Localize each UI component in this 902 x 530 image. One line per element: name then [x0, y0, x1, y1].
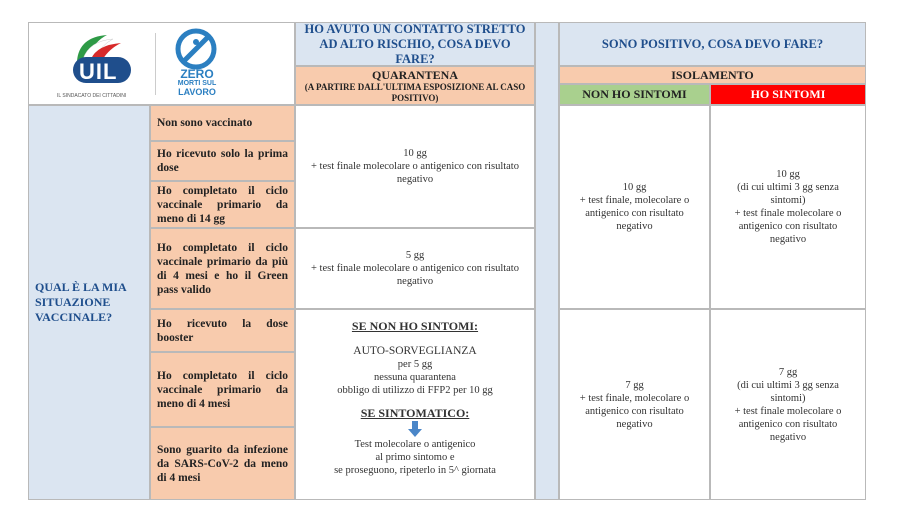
isolation-title: ISOLAMENTO [671, 67, 754, 82]
no-symptoms-title: SE NON HO SINTOMI: [351, 319, 479, 333]
row-label-primary-under-4m [150, 352, 295, 427]
quarantine-group-2 [295, 228, 535, 309]
quarantine-title: QUARANTENA [371, 67, 458, 82]
isolation-upper-symptoms-test: + test finale molecolare o antigenico con risultato negativo [734, 208, 842, 245]
symptomatic-title: SE SINTOMATICO: [360, 406, 470, 420]
row-label-booster [150, 309, 295, 352]
isolation-lower-symptoms [710, 309, 866, 500]
contact-question-header [295, 22, 535, 66]
quarantine-group-2-test: + test finale molecolare o antigenico con risultato negativo [311, 263, 519, 287]
row-label-not-vaccinated [150, 105, 295, 141]
isolation-upper-no-symptoms-days: 10 gg [622, 182, 647, 193]
isolation-header [559, 66, 866, 84]
quarantine-group-1-test: + test finale molecolare o antigenico con risultato negativo [311, 161, 519, 185]
self-monitoring-days: per 5 gg [397, 359, 433, 370]
row-label-text: Ho ricevuto solo la prima dose [157, 148, 288, 174]
quarantine-subtitle: (A PARTIRE DALL'ULTIMA ESPOSIZIONE AL CASO POSITIVO) [304, 81, 526, 103]
row-label-primary-over-4m [150, 228, 295, 309]
quarantine-group-3 [295, 309, 535, 500]
down-arrow-icon [296, 421, 534, 437]
isolation-upper-symptoms-days: 10 gg [776, 169, 800, 180]
logo-cell [28, 22, 295, 105]
row-label-first-dose [150, 141, 295, 181]
isolation-upper-no-symptoms [559, 105, 710, 309]
quarantine-group-2-days: 5 gg [405, 250, 425, 261]
quarantine-group-1 [295, 105, 535, 228]
isolation-upper-no-symptoms-test: + test finale, molecolare o antigenico con risultato negativo [579, 195, 690, 232]
vaccination-status-label-cell [28, 105, 150, 500]
self-monitoring: AUTO-SORVEGLIANZA [353, 345, 477, 357]
symptoms-header [710, 84, 866, 105]
no-symptoms-label: NON HO SINTOMI [582, 87, 687, 101]
row-label-recovered [150, 427, 295, 500]
isolation-lower-symptoms-test: + test finale molecolare o antigenico con risultato negativo [734, 405, 842, 443]
row-label-text: Ho ricevuto la dose booster [157, 317, 288, 344]
zero-logo-line2: MORTI SUL [177, 80, 217, 87]
zero-logo-line1: ZERO [180, 67, 214, 81]
no-symptoms-header [559, 84, 710, 105]
isolation-lower-no-symptoms [559, 309, 710, 500]
isolation-lower-no-symptoms-test: + test finale, molecolare o antigenico con risultato negativo [579, 392, 690, 430]
isolation-lower-symptoms-note: (di cui ultimi 3 gg senza sintomi) [737, 379, 839, 404]
row-label-text: Ho completato il ciclo vaccinale primario da più di 4 mesi e ho il Green pass valido [157, 241, 288, 296]
logo-divider [155, 33, 156, 95]
test-line-1: Test molecolare o antigenico [354, 439, 476, 450]
isolation-upper-symptoms [710, 105, 866, 309]
ffp2-obligation: obbligo di utilizzo di FFP2 per 10 gg [337, 385, 493, 396]
test-line-3: se proseguono, ripeterlo in 5^ giornata [334, 465, 496, 476]
positive-question-header [559, 22, 866, 66]
row-label-text: Ho completato il ciclo vaccinale primario da meno di 4 mesi [157, 369, 288, 410]
spacer-column [535, 22, 559, 500]
isolation-upper-symptoms-note: (di cui ultimi 3 gg senza sintomi) [737, 182, 839, 206]
quarantine-header [295, 66, 535, 105]
contact-question-text: HO AVUTO UN CONTATTO STRETTO AD ALTO RISCHIO, COSA DEVO FARE? [304, 21, 526, 66]
uil-logo-text: UIL [79, 59, 118, 84]
row-label-primary-under-14 [150, 181, 295, 228]
no-quarantine: nessuna quarantena [374, 372, 456, 383]
isolation-lower-symptoms-days: 7 gg [778, 366, 798, 378]
uil-tagline: IL SINDACATO DEI CITTADINI [57, 93, 127, 99]
vaccination-status-label: QUAL È LA MIA SITUAZIONE VACCINALE? [35, 280, 127, 324]
positive-question-text: SONO POSITIVO, COSA DEVO FARE? [601, 36, 824, 51]
row-label-text: Non sono vaccinato [157, 117, 253, 129]
symptoms-label: HO SINTOMI [750, 87, 826, 101]
isolation-lower-no-symptoms-days: 7 gg [625, 379, 644, 391]
zero-logo-line3: LAVORO [178, 87, 216, 97]
zero-morti-logo [171, 27, 221, 71]
quarantine-group-1-days: 10 gg [403, 148, 427, 159]
test-line-2: al primo sintomo e [375, 452, 455, 463]
row-label-text: Sono guarito da infezione da SARS-CoV-2 da meno di 4 mesi [157, 443, 288, 484]
row-label-text: Ho completato il ciclo vaccinale primario da meno di 14 gg [157, 184, 288, 225]
